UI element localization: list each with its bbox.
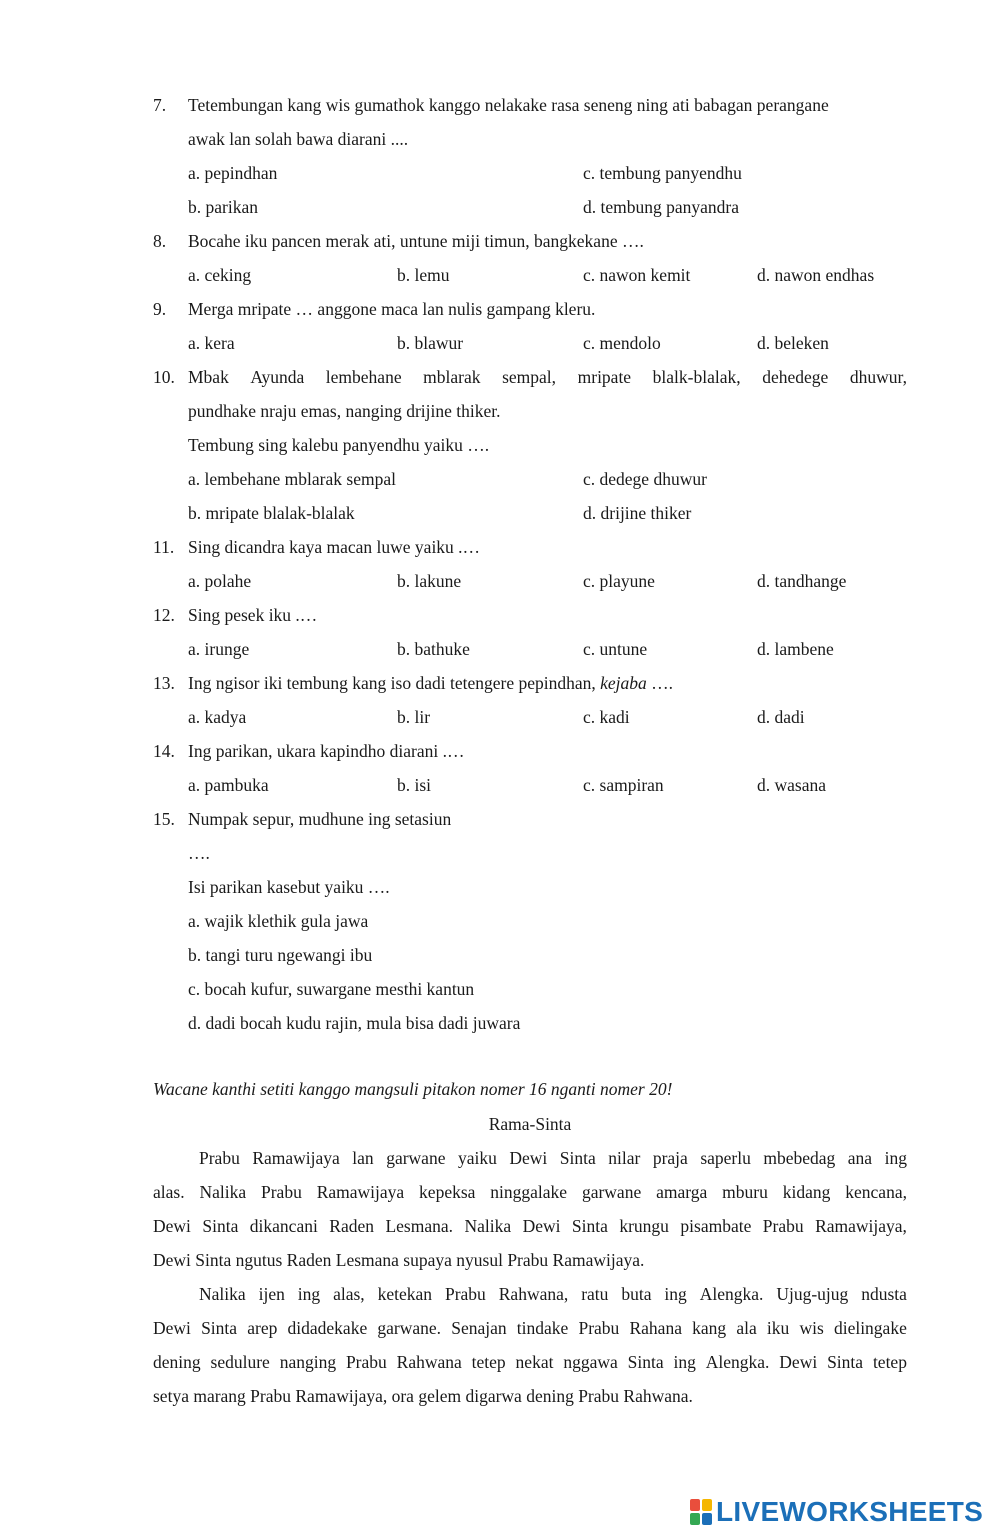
- q11-option-a: a. polahe: [188, 571, 252, 591]
- q12-number: 12.: [153, 605, 175, 625]
- q8-option-b: b. lemu: [397, 265, 450, 285]
- q14-option-a: a. pambuka: [188, 775, 269, 795]
- q12-option-b: b. bathuke: [397, 639, 470, 659]
- q8-number: 8.: [153, 231, 167, 251]
- logo-square-green: [690, 1513, 700, 1525]
- q13-emphasis: kejaba: [600, 673, 647, 693]
- q7-option-a: a. pepindhan: [188, 163, 278, 183]
- q14-option-c: c. sampiran: [583, 775, 664, 795]
- story-p2-line1: Nalika ijen ing alas, ketekan Prabu Rahwana, ratu buta ing Alengka. Ujug-ujug ndusta: [199, 1284, 907, 1304]
- q13-text: Ing ngisor iki tembung kang iso dadi tetengere pepindhan, kejaba ….: [188, 673, 674, 693]
- q15-option-b: b. tangi turu ngewangi ibu: [188, 945, 373, 965]
- q15-option-d: d. dadi bocah kudu rajin, mula bisa dadi juwara: [188, 1013, 521, 1033]
- q9-text: Merga mripate … anggone maca lan nulis gampang kleru.: [188, 299, 596, 319]
- liveworksheets-logo[interactable]: [690, 1497, 983, 1527]
- story-p2-line4: setya marang Prabu Ramawijaya, ora gelem digarwa dening Prabu Rahwana.: [153, 1386, 693, 1406]
- q11-option-b: b. lakune: [397, 571, 462, 591]
- q11-option-c: c. playune: [583, 571, 655, 591]
- q13-number: 13.: [153, 673, 175, 693]
- q10-option-b: b. mripate blalak-blalak: [188, 503, 355, 523]
- q14-option-b: b. isi: [397, 775, 432, 795]
- q10-option-d: d. drijine thiker: [583, 503, 692, 523]
- q15-text-line3: Isi parikan kasebut yaiku ….: [188, 877, 390, 897]
- q7-number: 7.: [153, 95, 167, 115]
- story-p1-line1: Prabu Ramawijaya lan garwane yaiku Dewi Sinta nilar praja saperlu mbebedag ana ing: [199, 1148, 907, 1168]
- q7-option-b: b. parikan: [188, 197, 258, 217]
- q13-option-a: a. kadya: [188, 707, 247, 727]
- q8-option-d: d. nawon endhas: [757, 265, 875, 285]
- q13-option-d: d. dadi: [757, 707, 805, 727]
- q10-text-line1: Mbak Ayunda lembehane mblarak sempal, mripate blalk-blalak, dehedege dhuwur,: [188, 367, 907, 387]
- q14-number: 14.: [153, 741, 175, 761]
- q9-option-d: d. beleken: [757, 333, 829, 353]
- liveworksheets-logo-text: LIVEWORKSHEETS: [716, 1496, 984, 1527]
- logo-square-yellow: [702, 1499, 712, 1511]
- q9-number: 9.: [153, 299, 167, 319]
- q10-number: 10.: [153, 367, 175, 387]
- q12-option-d: d. lambene: [757, 639, 834, 659]
- q14-text: Ing parikan, ukara kapindho diarani .…: [188, 741, 465, 761]
- q8-option-c: c. nawon kemit: [583, 265, 691, 285]
- reading-instruction: Wacane kanthi setiti kanggo mangsuli pitakon nomer 16 nganti nomer 20!: [153, 1079, 673, 1099]
- q9-option-c: c. mendolo: [583, 333, 661, 353]
- q12-option-c: c. untune: [583, 639, 648, 659]
- logo-square-red: [690, 1499, 700, 1511]
- q12-text: Sing pesek iku .…: [188, 605, 318, 625]
- q10-option-a: a. lembehane mblarak sempal: [188, 469, 396, 489]
- q11-number: 11.: [153, 537, 175, 557]
- story-p1-line3: Dewi Sinta dikancani Raden Lesmana. Nalika Dewi Sinta krungu pisambate Prabu Ramawijaya,: [153, 1216, 907, 1236]
- story-title: Rama-Sinta: [488, 1114, 572, 1134]
- story-p1-line4: Dewi Sinta ngutus Raden Lesmana supaya nyusul Prabu Ramawijaya.: [153, 1250, 645, 1270]
- q9-option-a: a. kera: [188, 333, 235, 353]
- story-p1-line2: alas. Nalika Prabu Ramawijaya kepeksa ninggalake garwane amarga mburu kidang kencana,: [153, 1182, 907, 1202]
- q7-text-line2: awak lan solah bawa diarani ....: [188, 129, 409, 149]
- q12-option-a: a. irunge: [188, 639, 250, 659]
- q10-option-c: c. dedege dhuwur: [583, 469, 707, 489]
- story-p2-line2: Dewi Sinta arep didadekake garwane. Senajan tindake Prabu Rahana kang ala iku wis dielingake: [153, 1318, 907, 1338]
- q13-option-c: c. kadi: [583, 707, 630, 727]
- q15-text-line1: Numpak sepur, mudhune ing setasiun: [188, 809, 452, 829]
- logo-square-blue: [702, 1513, 712, 1525]
- q8-text: Bocahe iku pancen merak ati, untune miji timun, bangkekane ….: [188, 231, 644, 251]
- q14-option-d: d. wasana: [757, 775, 827, 795]
- q7-option-d: d. tembung panyandra: [583, 197, 739, 217]
- q15-number: 15.: [153, 809, 175, 829]
- story-p2-line3: dening sedulure nanging Prabu Rahwana tetep nekat nggawa Sinta ing Alengka. Dewi Sinta tetep: [153, 1352, 907, 1372]
- q13-option-b: b. lir: [397, 707, 431, 727]
- q7-option-c: c. tembung panyendhu: [583, 163, 742, 183]
- q10-text-line3: Tembung sing kalebu panyendhu yaiku ….: [188, 435, 490, 455]
- q7-text-line1: Tetembungan kang wis gumathok kanggo nelakake rasa seneng ning ati babagan perangane: [188, 95, 829, 115]
- q10-text-line2: pundhake nraju emas, nanging drijine thiker.: [188, 401, 501, 421]
- q15-option-a: a. wajik klethik gula jawa: [188, 911, 369, 931]
- q9-option-b: b. blawur: [397, 333, 464, 353]
- q15-option-c: c. bocah kufur, suwargane mesthi kantun: [188, 979, 475, 999]
- q11-text: Sing dicandra kaya macan luwe yaiku .…: [188, 537, 481, 557]
- q11-option-d: d. tandhange: [757, 571, 847, 591]
- liveworksheets-logo-icon: [690, 1499, 712, 1525]
- q15-text-line2: ….: [188, 843, 210, 863]
- q8-option-a: a. ceking: [188, 265, 252, 285]
